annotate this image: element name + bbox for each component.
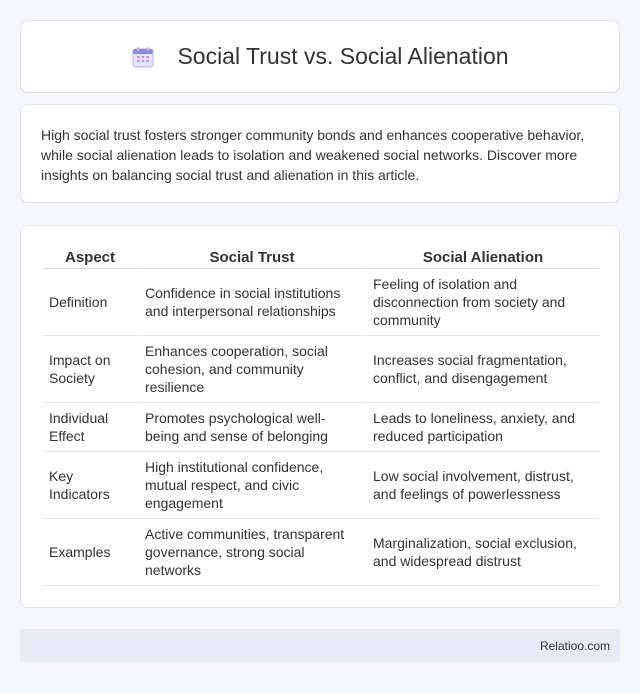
table-row	[43, 452, 599, 519]
table-row	[43, 269, 599, 336]
aspect-cell: Impact on Society	[43, 336, 137, 403]
social-trust-cell: High institutional confidence, mutual respect, and civic engagement	[137, 452, 365, 519]
social-trust-cell: Active communities, transparent governance, strong social networks	[137, 519, 365, 586]
column-header-social-alienation: Social Alienation	[365, 247, 599, 269]
social-alienation-cell: Leads to loneliness, anxiety, and reduced participation	[365, 403, 599, 452]
aspect-cell: Definition	[43, 269, 137, 336]
aspect-cell: Examples	[43, 519, 137, 586]
social-alienation-cell: Marginalization, social exclusion, and widespread distrust	[365, 519, 599, 586]
column-header-aspect: Aspect	[43, 247, 137, 269]
social-alienation-cell: Low social involvement, distrust, and feelings of powerlessness	[365, 452, 599, 519]
table-row	[43, 336, 599, 403]
table-card	[20, 225, 620, 608]
social-alienation-cell: Feeling of isolation and disconnection from society and community	[365, 269, 599, 336]
aspect-cell: Individual Effect	[43, 403, 137, 452]
page-title: Social Trust vs. Social Alienation	[177, 43, 509, 69]
social-trust-cell: Enhances cooperation, social cohesion, and community resilience	[137, 336, 365, 403]
social-alienation-cell: Increases social fragmentation, conflict, and disengagement	[365, 336, 599, 403]
title-card	[20, 20, 620, 93]
footer-brand[interactable]: Relatioo.com	[539, 638, 610, 653]
title-wrap	[131, 43, 508, 70]
social-trust-cell: Confidence in social institutions and interpersonal relationships	[137, 269, 365, 336]
table-header-row	[43, 247, 599, 269]
table-row	[43, 519, 599, 586]
aspect-cell: Key Indicators	[43, 452, 137, 519]
social-trust-cell: Promotes psychological well-being and sense of belonging	[137, 403, 365, 452]
calendar-icon	[131, 45, 155, 69]
comparison-table	[43, 247, 599, 586]
table-row	[43, 403, 599, 452]
column-header-social-trust: Social Trust	[137, 247, 365, 269]
footer	[20, 629, 620, 662]
intro-card	[20, 104, 620, 203]
intro-text: High social trust fosters stronger community bonds and enhances cooperative behavior, while social alienation leads to isolation and weakened social networks. Discover more insights on balancing social trust and alienation in this article.	[41, 127, 585, 183]
